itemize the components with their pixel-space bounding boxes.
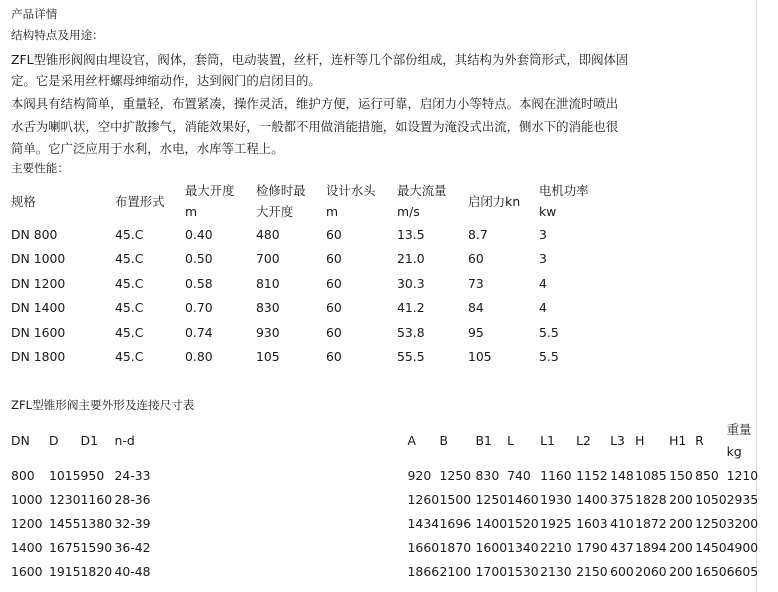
table-cell: 740 bbox=[507, 467, 531, 483]
performance-table-row bbox=[11, 222, 609, 247]
table-cell: 40-48 bbox=[114, 563, 151, 579]
table-cell: 45.C bbox=[115, 300, 144, 316]
table-cell: 375 bbox=[610, 491, 634, 507]
table-cell: 920 bbox=[407, 467, 432, 483]
table-cell bbox=[158, 487, 408, 511]
table-cell: 2060 bbox=[635, 563, 667, 579]
table-cell: 36-42 bbox=[114, 539, 151, 555]
table-cell: 53.8 bbox=[397, 324, 425, 340]
description-line: 本阀具有结构简单，重量轻，布置紧凑，操作灵活，维护方便，运行可靠，启闭力小等特点。本阀在泄流时喷出 bbox=[11, 96, 619, 111]
col-header-hoist-force: 启闭力kn bbox=[468, 193, 521, 209]
table-cell: 800 bbox=[11, 467, 35, 483]
col-header-a: A bbox=[407, 433, 417, 448]
table-cell: 1660 bbox=[407, 539, 440, 555]
col-header-h: H bbox=[635, 433, 645, 448]
section-title-dimensions: ZFL型锥形阀主要外形及连接尺寸表 bbox=[11, 398, 195, 412]
section-title-performance: 主要性能： bbox=[11, 161, 69, 175]
table-cell bbox=[158, 535, 408, 559]
table-cell: 830 bbox=[256, 300, 280, 316]
table-cell: 0.80 bbox=[185, 349, 213, 365]
table-cell: 200 bbox=[669, 539, 693, 555]
table-cell: 45.C bbox=[115, 226, 144, 242]
col-header-d: D bbox=[49, 433, 59, 448]
table-cell: 1400 bbox=[475, 515, 508, 531]
table-cell: 1380 bbox=[80, 515, 113, 531]
table-cell: 1590 bbox=[80, 539, 113, 555]
table-cell: 1930 bbox=[540, 491, 572, 507]
table-cell: 1650 bbox=[695, 563, 727, 579]
table-cell: 3 bbox=[539, 251, 547, 267]
table-cell: 1894 bbox=[635, 539, 667, 555]
table-cell: 1230 bbox=[49, 491, 81, 507]
col-header-r: R bbox=[695, 433, 704, 448]
table-cell: 0.50 bbox=[185, 251, 213, 267]
table-cell: 1200 bbox=[11, 515, 43, 531]
table-cell: DN 1400 bbox=[11, 300, 66, 316]
table-cell: 700 bbox=[256, 251, 280, 267]
col-header-motor-power: 电机功率 kw bbox=[539, 183, 589, 219]
col-header-weight: 重量 kg bbox=[726, 422, 752, 459]
table-cell: 200 bbox=[669, 491, 693, 507]
table-cell: 1260 bbox=[407, 491, 440, 507]
col-header-l2: L2 bbox=[576, 433, 591, 448]
table-cell: 1210 bbox=[726, 467, 759, 483]
table-cell: DN 1800 bbox=[11, 349, 66, 365]
table-cell: 950 bbox=[80, 467, 105, 483]
table-cell: 1675 bbox=[49, 539, 81, 555]
col-header-spec: 规格 bbox=[11, 193, 36, 209]
table-cell: 4 bbox=[539, 275, 547, 291]
table-cell: 2100 bbox=[439, 563, 472, 579]
table-cell: 1925 bbox=[540, 515, 572, 531]
table-cell: 810 bbox=[256, 275, 280, 291]
table-cell: 1460 bbox=[507, 491, 539, 507]
table-cell: 1870 bbox=[439, 539, 472, 555]
table-cell bbox=[158, 559, 408, 583]
table-cell: 45.C bbox=[115, 251, 144, 267]
table-cell: 1915 bbox=[49, 563, 81, 579]
table-cell: 1050 bbox=[695, 491, 727, 507]
table-cell: 4900 bbox=[726, 539, 759, 555]
table-cell: 0.40 bbox=[185, 226, 213, 242]
table-cell: 4 bbox=[539, 300, 547, 316]
table-cell: 830 bbox=[475, 467, 500, 483]
performance-table-row bbox=[11, 296, 609, 321]
table-cell: 60 bbox=[468, 251, 484, 267]
table-cell: 60 bbox=[326, 251, 342, 267]
dimensions-table-row bbox=[11, 463, 762, 487]
table-cell: 60 bbox=[326, 349, 342, 365]
table-cell: 24-33 bbox=[114, 467, 151, 483]
table-cell: 200 bbox=[669, 563, 693, 579]
col-header-l: L bbox=[507, 433, 514, 448]
table-cell: 1152 bbox=[576, 467, 608, 483]
col-header-layout: 布置形式 bbox=[115, 193, 165, 209]
table-cell: 1500 bbox=[439, 491, 472, 507]
table-cell: 2150 bbox=[576, 563, 608, 579]
table-cell: 200 bbox=[669, 515, 693, 531]
table-cell: 410 bbox=[610, 515, 634, 531]
table-cell: 480 bbox=[256, 226, 280, 242]
table-cell: 1400 bbox=[576, 491, 608, 507]
table-cell: 1872 bbox=[635, 515, 667, 531]
table-cell: 8.7 bbox=[468, 226, 488, 242]
section-title-structure: 结构特点及用途： bbox=[11, 28, 104, 42]
table-cell: 5.5 bbox=[539, 324, 559, 340]
table-cell: 0.74 bbox=[185, 324, 213, 340]
table-cell: 41.2 bbox=[397, 300, 425, 316]
table-cell: 1250 bbox=[439, 467, 472, 483]
col-header-n-d: n-d bbox=[114, 433, 135, 448]
table-cell: 1015 bbox=[49, 467, 81, 483]
table-cell: 2130 bbox=[540, 563, 572, 579]
performance-table-row bbox=[11, 271, 609, 296]
col-header-maintenance-opening: 检修时最 大开度 bbox=[256, 183, 306, 219]
table-cell: 1600 bbox=[11, 563, 43, 579]
table-cell bbox=[158, 511, 408, 535]
dimensions-table bbox=[11, 419, 762, 583]
table-cell: 1820 bbox=[80, 563, 113, 579]
table-cell: 32-39 bbox=[114, 515, 151, 531]
table-cell: 84 bbox=[468, 300, 484, 316]
table-cell: 1866 bbox=[407, 563, 440, 579]
table-cell: 1828 bbox=[635, 491, 667, 507]
table-cell: 1455 bbox=[49, 515, 81, 531]
description-line: ZFL型锥形阀阀由埋设官，阀体，套筒，电动装置，丝杆，连杆等几个部份组成，其结构为外套筒形式，即阀体固 bbox=[11, 52, 629, 67]
table-cell: 1600 bbox=[475, 539, 508, 555]
table-cell: 105 bbox=[256, 349, 280, 365]
performance-table-row bbox=[11, 320, 609, 345]
table-cell: 28-36 bbox=[114, 491, 151, 507]
description-line: 水舌为喇叭状，空中扩散掺气，消能效果好，一般都不用做消能措施，如设置为淹没式出流，侧水下的消能也很 bbox=[11, 119, 619, 134]
table-cell: 60 bbox=[326, 275, 342, 291]
table-cell: 3200 bbox=[726, 515, 759, 531]
table-cell: 1400 bbox=[11, 539, 43, 555]
table-cell: 1696 bbox=[439, 515, 472, 531]
performance-table bbox=[11, 180, 609, 369]
dimensions-table-row bbox=[11, 559, 762, 583]
col-header-max-flow: 最大流量 m/s bbox=[397, 183, 447, 219]
col-header-l3: L3 bbox=[610, 433, 625, 448]
table-cell: DN 800 bbox=[11, 226, 58, 242]
table-cell: 95 bbox=[468, 324, 484, 340]
table-cell: 60 bbox=[326, 226, 342, 242]
table-cell: 45.C bbox=[115, 275, 144, 291]
table-cell: 30.3 bbox=[397, 275, 425, 291]
table-cell: 60 bbox=[326, 324, 342, 340]
dimensions-table-row bbox=[11, 535, 762, 559]
page-heading: 产品详情 bbox=[11, 7, 58, 21]
performance-header-row bbox=[11, 180, 609, 222]
table-cell: 1160 bbox=[80, 491, 113, 507]
table-cell: 55.5 bbox=[397, 349, 425, 365]
col-header-l1: L1 bbox=[540, 433, 555, 448]
table-cell: 0.58 bbox=[185, 275, 213, 291]
dimensions-table-row bbox=[11, 487, 762, 511]
table-cell: 105 bbox=[468, 349, 492, 365]
table-cell: 1520 bbox=[507, 515, 539, 531]
table-cell: 1603 bbox=[576, 515, 608, 531]
table-cell: 45.C bbox=[115, 349, 144, 365]
dimensions-table-row bbox=[11, 511, 762, 535]
table-cell: DN 1000 bbox=[11, 251, 66, 267]
table-cell: 3 bbox=[539, 226, 547, 242]
table-cell: 150 bbox=[669, 467, 693, 483]
col-header-spacer bbox=[158, 419, 408, 463]
table-cell: DN 1600 bbox=[11, 324, 66, 340]
table-cell: 600 bbox=[610, 563, 634, 579]
col-header-b: B bbox=[439, 433, 449, 448]
table-cell: 1000 bbox=[11, 491, 43, 507]
table-cell: 437 bbox=[610, 539, 634, 555]
table-cell: 1250 bbox=[475, 491, 508, 507]
table-cell: 2210 bbox=[540, 539, 572, 555]
dimensions-header-row bbox=[11, 419, 762, 463]
description-line: 定。它是采用丝杆螺母绅缩动作，达到阀门的启闭目的。 bbox=[11, 73, 321, 88]
table-cell: 850 bbox=[695, 467, 719, 483]
table-cell: 1790 bbox=[576, 539, 608, 555]
table-cell: 930 bbox=[256, 324, 280, 340]
col-header-design-head: 设计水头 m bbox=[326, 183, 376, 219]
table-cell: 45.C bbox=[115, 324, 144, 340]
table-cell: 2935 bbox=[726, 491, 759, 507]
col-header-h1: H1 bbox=[669, 433, 687, 448]
table-cell: DN 1200 bbox=[11, 275, 66, 291]
table-cell: 21.0 bbox=[397, 251, 425, 267]
table-cell: 1340 bbox=[507, 539, 539, 555]
table-cell: 60 bbox=[326, 300, 342, 316]
description-line: 简单。它广泛应用于水利，水电，水库等工程上。 bbox=[11, 141, 284, 156]
table-cell: 1700 bbox=[475, 563, 508, 579]
table-cell: 1085 bbox=[635, 467, 667, 483]
table-cell: 6605 bbox=[726, 563, 759, 579]
table-cell: 13.5 bbox=[397, 226, 425, 242]
table-cell bbox=[158, 463, 408, 487]
table-cell: 1434 bbox=[407, 515, 440, 531]
table-cell: 148 bbox=[610, 467, 634, 483]
performance-table-row bbox=[11, 345, 609, 370]
table-cell: 73 bbox=[468, 275, 484, 291]
col-header-dn: DN bbox=[11, 433, 30, 448]
performance-table-row bbox=[11, 247, 609, 272]
col-header-max-opening: 最大开度 m bbox=[185, 183, 235, 219]
table-cell: 1450 bbox=[695, 539, 727, 555]
table-cell: 1530 bbox=[507, 563, 539, 579]
table-cell: 5.5 bbox=[539, 349, 559, 365]
col-header-d1: D1 bbox=[80, 433, 98, 448]
table-cell: 1160 bbox=[540, 467, 572, 483]
table-cell: 0.70 bbox=[185, 300, 213, 316]
col-header-b1: B1 bbox=[475, 433, 492, 448]
table-cell: 1250 bbox=[695, 515, 727, 531]
